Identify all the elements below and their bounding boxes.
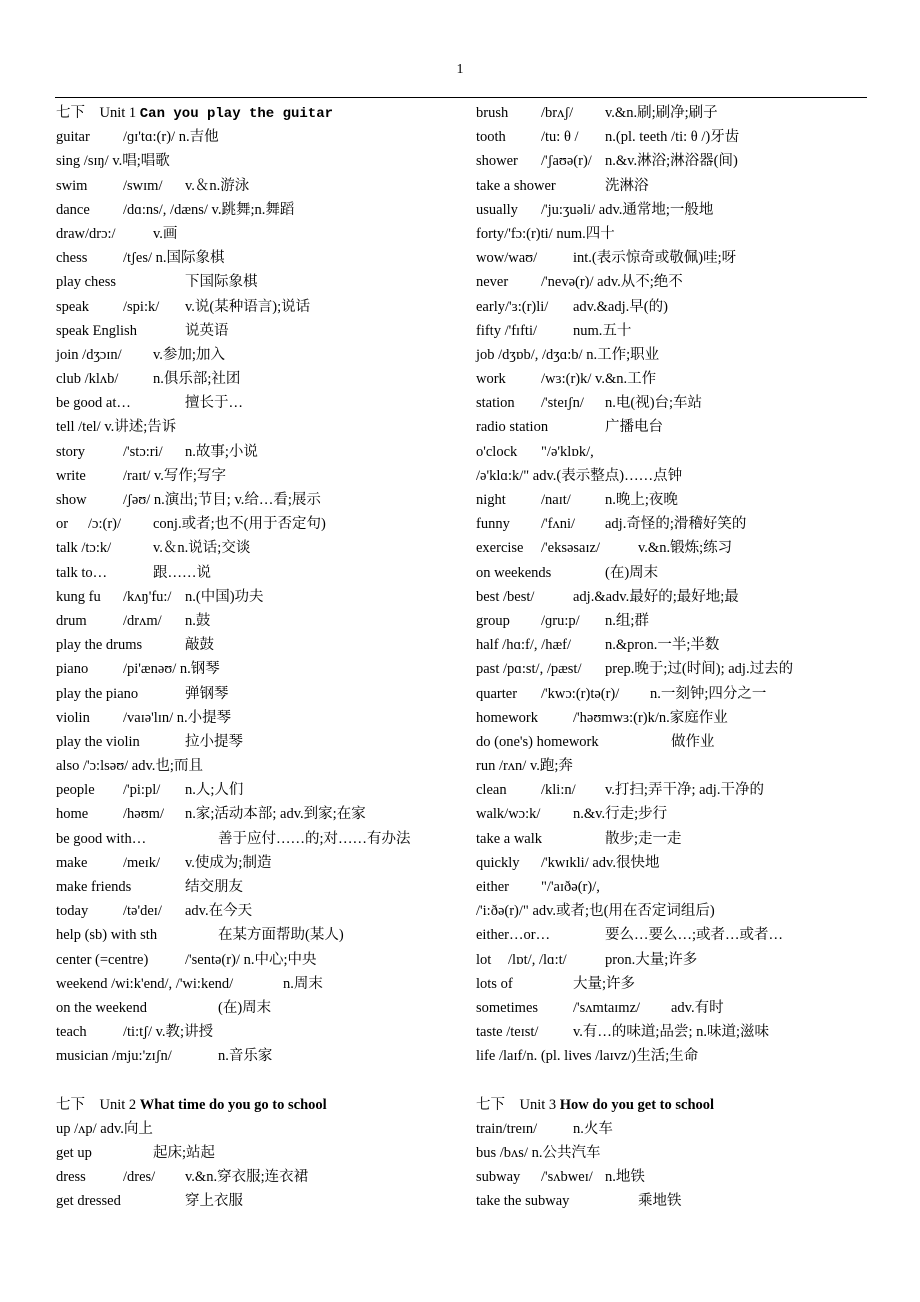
vocab-detail: n.&v.淋浴;淋浴器(间) xyxy=(605,153,738,170)
vocab-word: train/treɪn/ xyxy=(476,1120,538,1137)
vocab-entry xyxy=(56,536,461,560)
vocab-word: center (=centre) xyxy=(56,951,149,968)
vocab-detail: v.使成为;制造 xyxy=(185,854,272,871)
vocab-detail: /'sʌbweɪ/ xyxy=(541,1169,593,1186)
vocab-detail: /'fʌni/ xyxy=(541,516,576,533)
vocab-entry xyxy=(56,585,461,609)
vocab-entry xyxy=(56,996,461,1020)
vocab-detail: adv.有时 xyxy=(671,999,724,1016)
vocab-entry xyxy=(476,343,881,367)
vocab-entry xyxy=(476,319,881,343)
vocab-entry xyxy=(56,851,461,875)
vocab-detail: n.鼓 xyxy=(185,612,211,629)
vocab-detail: (在)周末 xyxy=(605,564,659,581)
vocab-entry xyxy=(56,899,461,923)
vocab-word: musician /mju:'zɪʃn/ xyxy=(56,1048,172,1065)
vocab-detail: v.&n.锻炼;练习 xyxy=(638,540,733,557)
vocab-detail: 擅长于… xyxy=(185,395,243,412)
vocab-word: speak xyxy=(56,298,90,315)
vocab-word: funny xyxy=(476,516,510,533)
vocab-word: also /'ɔ:lsəʊ/ adv.也;而且 xyxy=(56,758,203,775)
vocab-word: on weekends xyxy=(476,564,552,581)
vocab-word: wow/waʊ/ xyxy=(476,250,538,267)
vocab-detail: n.(中国)功夫 xyxy=(185,588,264,605)
vocab-entry xyxy=(56,609,461,633)
vocab-detail: 大量;许多 xyxy=(573,975,636,992)
vocab-detail: 广播电台 xyxy=(605,419,663,436)
vocab-entry xyxy=(476,585,881,609)
vocab-detail: /ti:tʃ/ v.教;讲授 xyxy=(123,1024,214,1041)
vocab-entry xyxy=(56,488,461,512)
vocab-word: tell /tel/ v.讲述;告诉 xyxy=(56,419,177,436)
vocab-detail: /ɡru:p/ xyxy=(541,612,580,629)
vocab-detail: v.&n.刷;刷净;刷子 xyxy=(605,105,718,121)
vocab-word: radio station xyxy=(476,419,549,436)
vocab-entry xyxy=(56,1189,461,1213)
vocab-word: play the drums xyxy=(56,637,143,654)
vocab-entry xyxy=(476,561,881,585)
vocab-detail: /lɒt/, /lɑ:t/ xyxy=(508,951,567,968)
vocab-entry xyxy=(56,1165,461,1189)
vocab-word: drum xyxy=(56,612,87,629)
vocab-entry xyxy=(56,125,461,149)
vocab-entry xyxy=(476,1141,881,1165)
vocab-entry xyxy=(476,295,881,319)
vocab-detail: /'steɪʃn/ xyxy=(541,395,584,412)
vocab-detail: n.地铁 xyxy=(605,1169,645,1186)
vocab-entry xyxy=(476,875,881,899)
vocab-detail: prep.晚于;过(时间); adj.过去的 xyxy=(605,661,794,678)
vocab-detail: conj.或者;也不(用于否定句) xyxy=(153,516,326,533)
vocab-entry xyxy=(476,149,881,173)
vocab-entry xyxy=(56,464,461,488)
vocab-detail: /'kwɪkli/ adv.很快地 xyxy=(541,854,660,871)
vocab-detail: 乘地铁 xyxy=(638,1193,682,1210)
vocab-word: swim xyxy=(56,177,88,194)
unit-prefix: 七下 Unit 3 xyxy=(476,1096,560,1113)
vocab-detail: 结交朋友 xyxy=(185,879,243,895)
blank-line xyxy=(476,1069,881,1093)
vocab-detail: n.人;人们 xyxy=(185,782,244,799)
vocab-entry xyxy=(56,802,461,826)
vocab-entry xyxy=(476,198,881,222)
vocab-detail: /tʃes/ n.国际象棋 xyxy=(123,250,225,267)
vocab-word: talk to… xyxy=(56,564,108,581)
vocab-entry xyxy=(56,730,461,754)
vocab-word: do (one's) homework xyxy=(476,733,599,750)
vocab-word: guitar xyxy=(56,129,90,146)
vocab-entry xyxy=(56,198,461,222)
vocab-detail: /meɪk/ xyxy=(123,854,161,871)
vocab-word: get up xyxy=(56,1145,92,1162)
vocab-detail: 穿上衣服 xyxy=(185,1193,243,1210)
unit-prefix: 七下 Unit 1 xyxy=(56,105,140,121)
vocab-detail: /tə'deɪ/ xyxy=(123,903,162,920)
vocab-word: night xyxy=(476,492,506,508)
vocab-detail: /kʌŋ'fu:/ xyxy=(123,588,172,605)
unit-heading xyxy=(476,1093,881,1117)
vocab-detail: n.&v.行走;步行 xyxy=(573,806,668,823)
vocab-word: be good at… xyxy=(56,395,131,412)
vocab-entry xyxy=(56,319,461,343)
vocab-detail: n.周末 xyxy=(283,975,323,992)
vocab-detail: 起床;站起 xyxy=(153,1145,216,1162)
vocab-word: dress xyxy=(56,1169,86,1186)
vocab-detail: /'nevə(r)/ adv.从不;绝不 xyxy=(541,274,683,291)
vocab-entry xyxy=(476,367,881,391)
vocab-word: exercise xyxy=(476,540,524,557)
vocab-detail: 拉小提琴 xyxy=(185,733,243,750)
vocab-entry xyxy=(476,948,881,972)
vocab-word: teach xyxy=(56,1024,87,1041)
vocab-entry xyxy=(56,270,461,294)
vocab-detail: /ɡɪ'tɑ:(r)/ n.吉他 xyxy=(123,129,219,146)
vocab-word: bus /bʌs/ n.公共汽车 xyxy=(476,1145,601,1162)
vocab-detail: v.参加;加入 xyxy=(153,346,225,363)
vocab-word: or xyxy=(56,516,69,533)
vocab-word: show xyxy=(56,492,87,508)
vocab-detail: /vaɪə'lɪn/ n.小提琴 xyxy=(123,709,232,726)
unit-title: Can you play the guitar xyxy=(139,106,334,122)
vocab-entry xyxy=(476,222,881,246)
vocab-word: play the piano xyxy=(56,685,139,702)
vocab-detail: v.&n.穿衣服;连衣裙 xyxy=(185,1169,309,1186)
vocab-entry xyxy=(476,778,881,802)
vocab-entry xyxy=(56,561,461,585)
vocab-entry xyxy=(476,536,881,560)
vocab-detail: "/'aɪðə(r)/, xyxy=(541,879,600,895)
vocab-word: today xyxy=(56,903,89,920)
unit-title: What time do you go to school xyxy=(139,1096,327,1113)
vocab-word: walk/wɔ:k/ xyxy=(476,806,541,823)
vocab-word: either…or… xyxy=(476,927,551,944)
vocab-detail: n.(pl. teeth /ti: θ /)牙齿 xyxy=(605,129,740,146)
vocab-detail: v.打扫;弄干净; adj.干净的 xyxy=(605,782,764,799)
vocab-word: quickly xyxy=(476,854,520,871)
vocab-word: join /dʒɔɪn/ xyxy=(56,346,122,363)
vocab-word: take a walk xyxy=(476,830,543,847)
vocab-detail: /dɑ:ns/, /dæns/ v.跳舞;n.舞蹈 xyxy=(123,201,295,218)
vocab-word: play the violin xyxy=(56,733,140,750)
vocab-detail: /ʃəʊ/ n.演出;节目; v.给…看;展示 xyxy=(123,492,321,508)
vocab-detail: /naɪt/ xyxy=(541,492,571,508)
vocab-detail: /raɪt/ v.写作;写字 xyxy=(123,467,226,484)
vocab-detail: 洗淋浴 xyxy=(605,177,649,194)
vocab-entry xyxy=(56,754,461,778)
vocab-entry xyxy=(476,682,881,706)
blank-line xyxy=(56,1069,461,1093)
vocab-entry xyxy=(476,972,881,996)
vocab-detail: /'sʌmtaɪmz/ xyxy=(573,999,641,1016)
vocab-detail: 敲鼓 xyxy=(185,637,214,654)
vocab-detail: /pi'ænəʊ/ n.钢琴 xyxy=(123,661,220,678)
vocab-word: run /rʌn/ v.跑;奔 xyxy=(476,758,573,775)
vocab-detail: /'həʊmwɜ:(r)k/n.家庭作业 xyxy=(573,709,728,726)
vocab-word: brush xyxy=(476,105,509,121)
vocab-word: either xyxy=(476,879,510,895)
vocab-detail: adj.&adv.最好的;最好地;最 xyxy=(573,588,739,605)
vocab-entry xyxy=(56,948,461,972)
vocab-entry xyxy=(476,633,881,657)
vocab-word: life /laɪf/n. (pl. lives /laɪvz/)生活;生命 xyxy=(476,1048,699,1065)
vocab-word: on the weekend xyxy=(56,999,147,1016)
vocab-entry xyxy=(56,246,461,270)
vocab-entry xyxy=(476,923,881,947)
vocab-word: sometimes xyxy=(476,999,539,1016)
vocab-entry xyxy=(476,246,881,270)
vocab-word: get dressed xyxy=(56,1193,121,1210)
vocab-detail: /'stɔ:ri/ xyxy=(123,443,163,460)
vocab-entry xyxy=(476,1117,881,1141)
unit-title: How do you get to school xyxy=(559,1096,715,1113)
vocab-entry xyxy=(56,512,461,536)
vocab-word: make xyxy=(56,854,88,871)
vocab-detail: /'eksəsaɪz/ xyxy=(541,540,600,557)
vocab-entry xyxy=(56,1044,461,1068)
vocab-word: work xyxy=(476,371,506,388)
vocab-entry xyxy=(56,222,461,246)
vocab-entry xyxy=(476,657,881,681)
vocab-word: piano xyxy=(56,661,89,678)
vocab-word: kung fu xyxy=(56,588,101,605)
vocab-entry xyxy=(56,1117,461,1141)
right-column xyxy=(476,101,881,1214)
vocab-entry xyxy=(476,174,881,198)
vocab-word: station xyxy=(476,395,515,412)
vocab-entry xyxy=(56,415,461,439)
vocab-entry xyxy=(476,754,881,778)
vocab-word: half /hɑ:f/, /hæf/ xyxy=(476,637,571,654)
vocab-detail: pron.大量;许多 xyxy=(605,951,698,968)
vocab-word: dance xyxy=(56,201,90,218)
left-column xyxy=(56,101,461,1214)
vocab-word: best /best/ xyxy=(476,588,535,605)
vocab-entry xyxy=(476,415,881,439)
vocab-detail: n.故事;小说 xyxy=(185,443,258,460)
vocab-entry xyxy=(476,851,881,875)
vocab-entry xyxy=(56,174,461,198)
vocab-word: fifty /'fɪfti/ xyxy=(476,322,538,339)
vocab-detail: n.&pron.一半;半数 xyxy=(605,637,720,654)
unit-heading xyxy=(56,101,461,125)
vocab-detail: n.晚上;夜晚 xyxy=(605,492,678,508)
vocab-entry xyxy=(476,440,881,464)
vocab-word: early/'ɜ:(r)li/ xyxy=(476,298,549,315)
vocab-entry xyxy=(56,706,461,730)
vocab-word: take the subway xyxy=(476,1193,570,1210)
unit-prefix: 七下 Unit 2 xyxy=(56,1096,140,1113)
vocab-entry xyxy=(56,657,461,681)
vocab-entry xyxy=(56,972,461,996)
vocab-detail: adv.在今天 xyxy=(185,903,253,920)
vocab-word: past /pɑ:st/, /pæst/ xyxy=(476,661,582,678)
vocab-word: homework xyxy=(476,709,539,726)
vocab-word: clean xyxy=(476,782,507,799)
vocab-detail: v.说(某种语言);说话 xyxy=(185,298,311,315)
vocab-detail: /drʌm/ xyxy=(123,612,162,629)
vocab-entry xyxy=(476,488,881,512)
vocab-entry xyxy=(476,464,881,488)
vocab-detail: /wɜ:(r)k/ v.&n.工作 xyxy=(541,371,657,388)
vocab-detail: n.家;活动本部; adv.到家;在家 xyxy=(185,806,366,823)
vocab-entry xyxy=(476,996,881,1020)
vocab-detail: num.五十 xyxy=(573,322,632,339)
vocab-entry xyxy=(476,1044,881,1068)
vocab-detail: /'kwɔ:(r)tə(r)/ xyxy=(541,685,620,702)
vocab-entry xyxy=(476,706,881,730)
vocab-word: taste /teɪst/ xyxy=(476,1024,539,1041)
vocab-entry xyxy=(476,609,881,633)
vocab-detail: 做作业 xyxy=(671,733,715,750)
vocab-entry xyxy=(476,270,881,294)
vocab-word: shower xyxy=(476,153,518,170)
vocab-word: story xyxy=(56,443,85,460)
vocab-word: /'i:ðə(r)/" adv.或者;也(用在否定词组后) xyxy=(476,903,715,920)
vocab-entry xyxy=(56,923,461,947)
vocab-word: weekend /wi:k'end/, /'wi:kend/ xyxy=(56,975,234,992)
vocab-detail: int.(表示惊奇或敬佩)哇;呀 xyxy=(573,250,737,267)
vocab-detail: /tu: θ / xyxy=(541,129,579,146)
vocab-word: speak English xyxy=(56,322,137,339)
vocab-word: lots of xyxy=(476,975,513,992)
vocab-word: make friends xyxy=(56,879,132,895)
vocab-word: home xyxy=(56,806,89,823)
vocab-detail: n.组;群 xyxy=(605,612,649,629)
vocab-entry xyxy=(476,125,881,149)
vocab-entry xyxy=(56,827,461,851)
vocab-word: o'clock xyxy=(476,443,518,460)
vocab-detail: 散步;走一走 xyxy=(605,830,682,847)
vocab-entry xyxy=(56,633,461,657)
vocab-detail: /ɔ:(r)/ xyxy=(88,516,122,533)
vocab-entry xyxy=(56,367,461,391)
vocab-detail: /'pi:pl/ xyxy=(123,782,161,799)
vocab-word: people xyxy=(56,782,95,799)
vocab-detail: 要么…要么…;或者…或者… xyxy=(605,927,784,944)
vocab-entry xyxy=(476,1189,881,1213)
vocab-word: chess xyxy=(56,250,88,267)
vocab-word: job /dʒɒb/, /dʒɑ:b/ n.工作;职业 xyxy=(476,346,660,363)
vocab-detail: n.一刻钟;四分之一 xyxy=(650,685,767,702)
vocab-entry xyxy=(56,778,461,802)
vocab-entry xyxy=(476,512,881,536)
vocab-word: be good with… xyxy=(56,830,147,847)
header-rule xyxy=(55,97,867,98)
vocab-entry xyxy=(476,899,881,923)
vocab-entry xyxy=(476,391,881,415)
vocab-detail: /brʌʃ/ xyxy=(541,105,574,121)
vocab-detail: v.＆n.说话;交谈 xyxy=(153,540,251,557)
vocab-word: play chess xyxy=(56,274,116,291)
vocab-detail: n.火车 xyxy=(573,1120,613,1137)
vocab-entry xyxy=(56,1141,461,1165)
vocab-word: group xyxy=(476,612,510,629)
vocab-entry xyxy=(56,149,461,173)
vocab-word: up /ʌp/ adv.向上 xyxy=(56,1120,153,1137)
vocab-word: /ə'klɑ:k/" adv.(表示整点)……点钟 xyxy=(476,467,683,484)
vocab-entry xyxy=(476,101,881,125)
vocab-detail: 下国际象棋 xyxy=(185,274,258,291)
vocab-entry xyxy=(476,730,881,754)
vocab-entry xyxy=(56,391,461,415)
vocab-detail: v.有…的味道;品尝; n.味道;滋味 xyxy=(573,1024,770,1041)
vocab-entry xyxy=(476,1165,881,1189)
vocab-detail: /spi:k/ xyxy=(123,298,160,315)
vocab-word: write xyxy=(56,467,86,484)
vocab-detail: 弹钢琴 xyxy=(185,685,229,702)
vocab-detail: 跟……说 xyxy=(153,564,211,581)
vocab-word: forty/'fɔ:(r)ti/ num.四十 xyxy=(476,225,615,242)
vocab-word: never xyxy=(476,274,509,291)
vocab-word: violin xyxy=(56,709,90,726)
vocab-word: take a shower xyxy=(476,177,556,194)
vocab-entry xyxy=(56,682,461,706)
vocab-entry xyxy=(56,875,461,899)
vocab-word: lot xyxy=(476,951,492,968)
vocab-word: club /klʌb/ xyxy=(56,371,119,388)
vocab-word: help (sb) with sth xyxy=(56,927,158,944)
vocab-detail: /swɪm/ xyxy=(123,177,163,194)
vocab-entry xyxy=(56,343,461,367)
vocab-detail: n.音乐家 xyxy=(218,1048,273,1065)
vocab-detail: (在)周末 xyxy=(218,999,272,1016)
vocab-word: usually xyxy=(476,201,518,218)
vocab-detail: 说英语 xyxy=(185,322,229,339)
vocab-word: tooth xyxy=(476,129,506,146)
vocab-detail: n.俱乐部;社团 xyxy=(153,371,241,388)
vocab-detail: /'ʃaʊə(r)/ xyxy=(541,153,592,170)
vocab-detail: /'ju:ʒuəli/ adv.通常地;一般地 xyxy=(541,201,714,218)
vocab-detail: /'sentə(r)/ n.中心;中央 xyxy=(185,951,317,968)
vocab-entry xyxy=(56,295,461,319)
page-number: 1 xyxy=(456,62,464,77)
vocab-detail: adj.奇怪的;滑稽好笑的 xyxy=(605,516,747,533)
vocab-entry xyxy=(56,440,461,464)
vocab-detail: /dres/ xyxy=(123,1169,156,1186)
vocab-detail: v.画 xyxy=(153,225,178,242)
vocab-detail: 在某方面帮助(某人) xyxy=(218,927,344,944)
vocab-detail: 善于应付……的;对……有办法 xyxy=(218,830,411,847)
vocab-entry xyxy=(476,1020,881,1044)
vocab-word: talk /tɔ:k/ xyxy=(56,540,112,557)
vocab-word: draw/drɔ:/ xyxy=(56,225,116,242)
vocab-detail: /həʊm/ xyxy=(123,806,164,823)
vocab-word: quarter xyxy=(476,685,518,702)
vocab-entry xyxy=(476,802,881,826)
vocab-word: subway xyxy=(476,1169,521,1186)
vocab-detail: /kli:n/ xyxy=(541,782,576,799)
vocab-entry xyxy=(56,1020,461,1044)
unit-heading xyxy=(56,1093,461,1117)
vocab-word: sing /sɪŋ/ v.唱;唱歌 xyxy=(56,153,170,170)
vocab-detail: adv.&adj.早(的) xyxy=(573,298,668,315)
vocab-detail: n.电(视)台;车站 xyxy=(605,395,703,412)
vocab-detail: v.＆n.游泳 xyxy=(185,177,250,194)
vocab-entry xyxy=(476,827,881,851)
vocab-detail: "/ə'klɒk/, xyxy=(541,443,594,460)
